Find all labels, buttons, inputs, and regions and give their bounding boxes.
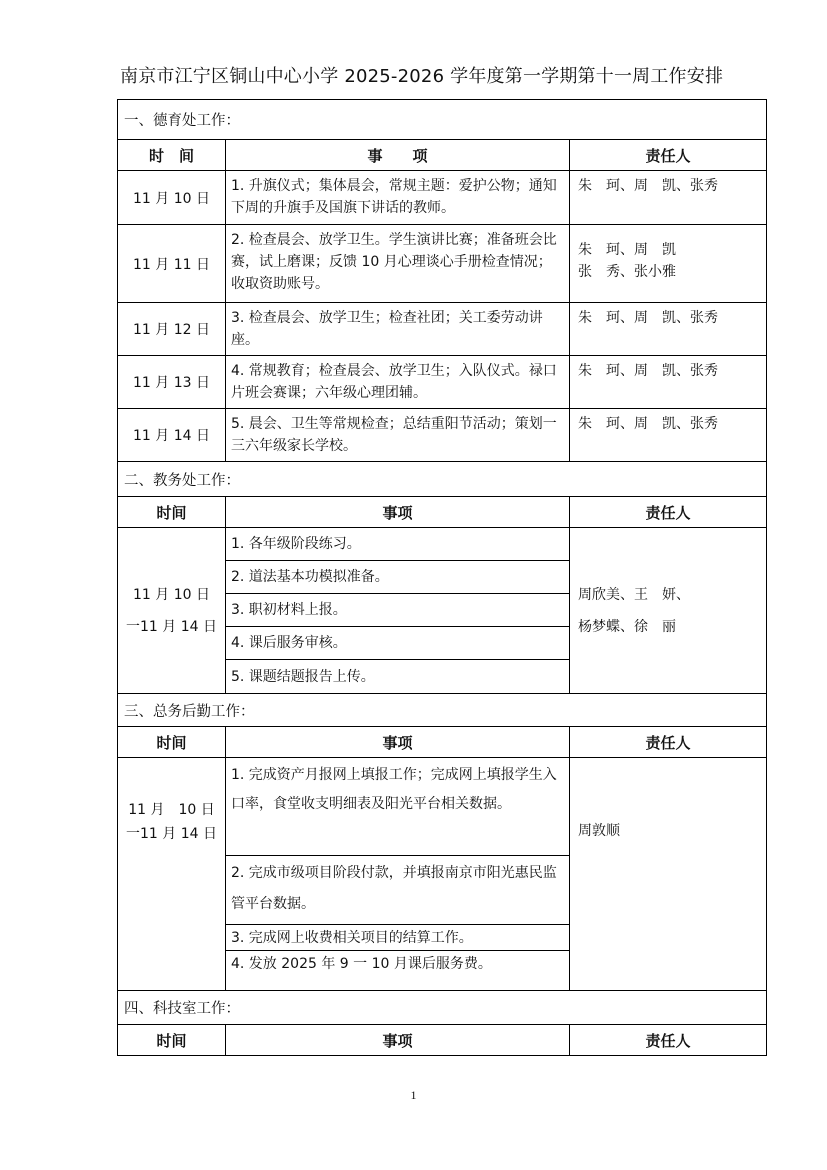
section-heading-row bbox=[118, 462, 767, 497]
row-person: 朱 珂、周 凯、张秀 bbox=[570, 171, 767, 225]
row-time: 11 月 14 日 bbox=[118, 409, 226, 462]
row-item: 4. 常规教育；检查晨会、放学卫生；入队仪式。禄口片班会赛课；六年级心理团辅。 bbox=[226, 356, 570, 409]
table-row bbox=[118, 303, 767, 356]
row-person: 朱 珂、周 凯、张秀 bbox=[570, 356, 767, 409]
time-line: 11 月 10 日 bbox=[133, 586, 210, 603]
table-header-row bbox=[118, 497, 767, 528]
header-item: 事项 bbox=[226, 1025, 570, 1056]
row-person: 朱 珂、周 凯、张秀 bbox=[570, 303, 767, 356]
row-time: 11 月 13 日 bbox=[118, 356, 226, 409]
table-header-row bbox=[118, 727, 767, 758]
document-title: 南京市江宁区铜山中心小学 2025-2026 学年度第一学期第十一周工作安排 bbox=[120, 66, 724, 87]
row-item: 1. 完成资产月报网上填报工作；完成网上填报学生入口率，食堂收支明细表及阳光平台相关数据。 bbox=[226, 758, 570, 856]
table-row bbox=[118, 528, 767, 561]
header-time: 时 间 bbox=[118, 140, 226, 171]
row-item: 2. 道法基本功模拟准备。 bbox=[226, 561, 570, 594]
row-time bbox=[118, 528, 226, 694]
row-person-line: 杨梦蝶、徐 丽 bbox=[578, 618, 676, 635]
row-item: 3. 职初材料上报。 bbox=[226, 594, 570, 627]
section-heading-row bbox=[118, 991, 767, 1025]
row-item: 4. 发放 2025 年 9 一 10 月课后服务费。 bbox=[226, 951, 570, 991]
row-time bbox=[118, 758, 226, 991]
table-header-row bbox=[118, 140, 767, 171]
section-heading-row bbox=[118, 100, 767, 140]
section-heading-moral: 一、德育处工作： bbox=[118, 100, 767, 140]
row-time: 11 月 12 日 bbox=[118, 303, 226, 356]
table-row bbox=[118, 225, 767, 303]
row-item: 4. 课后服务审核。 bbox=[226, 627, 570, 660]
header-item: 事项 bbox=[226, 497, 570, 528]
table-row bbox=[118, 409, 767, 462]
row-time: 11 月 10 日 bbox=[118, 171, 226, 225]
header-person: 责任人 bbox=[570, 1025, 767, 1056]
table-row bbox=[118, 356, 767, 409]
header-person: 责任人 bbox=[570, 727, 767, 758]
table-row bbox=[118, 758, 767, 856]
row-item: 1. 升旗仪式；集体晨会，常规主题：爱护公物；通知下周的升旗手及国旗下讲话的教师。 bbox=[226, 171, 570, 225]
section-heading-academic: 二、教务处工作： bbox=[118, 462, 767, 497]
header-time: 时间 bbox=[118, 497, 226, 528]
table-header-row bbox=[118, 1025, 767, 1056]
row-time: 11 月 11 日 bbox=[118, 225, 226, 303]
row-person: 朱 珂、周 凯、张秀 bbox=[570, 409, 767, 462]
time-line: 11 月 10 日 bbox=[128, 802, 215, 818]
header-item: 事 项 bbox=[226, 140, 570, 171]
header-person: 责任人 bbox=[570, 140, 767, 171]
row-person-line: 周欣美、王 妍、 bbox=[578, 586, 690, 603]
row-item: 3. 检查晨会、放学卫生；检查社团；关工委劳动讲座。 bbox=[226, 303, 570, 356]
header-time: 时间 bbox=[118, 727, 226, 758]
row-item: 2. 完成市级项目阶段付款，并填报南京市阳光惠民监管平台数据。 bbox=[226, 856, 570, 925]
row-person bbox=[570, 225, 767, 303]
row-item: 3. 完成网上收费相关项目的结算工作。 bbox=[226, 925, 570, 951]
header-person: 责任人 bbox=[570, 497, 767, 528]
row-person-line: 张 秀、张小雅 bbox=[578, 264, 676, 280]
row-person-line: 朱 珂、周 凯 bbox=[578, 242, 676, 258]
schedule-table bbox=[117, 99, 767, 1056]
row-person: 周敦顺 bbox=[570, 758, 767, 991]
header-time: 时间 bbox=[118, 1025, 226, 1056]
section-heading-row bbox=[118, 694, 767, 727]
time-line: 一11 月 14 日 bbox=[126, 826, 217, 842]
table-row bbox=[118, 171, 767, 225]
page-number: 1 bbox=[410, 1088, 417, 1102]
row-item: 2. 检查晨会、放学卫生。学生演讲比赛；准备班会比赛，试上磨课；反馈 10 月心理谈心手册检查情况；收取资助账号。 bbox=[226, 225, 570, 303]
row-item: 5. 晨会、卫生等常规检查；总结重阳节活动；策划一三六年级家长学校。 bbox=[226, 409, 570, 462]
header-item: 事项 bbox=[226, 727, 570, 758]
section-heading-logistics: 三、总务后勤工作： bbox=[118, 694, 767, 727]
row-item: 1. 各年级阶段练习。 bbox=[226, 528, 570, 561]
row-person bbox=[570, 528, 767, 694]
section-heading-tech: 四、科技室工作： bbox=[118, 991, 767, 1025]
row-item: 5. 课题结题报告上传。 bbox=[226, 660, 570, 694]
time-line: 一11 月 14 日 bbox=[126, 618, 217, 635]
